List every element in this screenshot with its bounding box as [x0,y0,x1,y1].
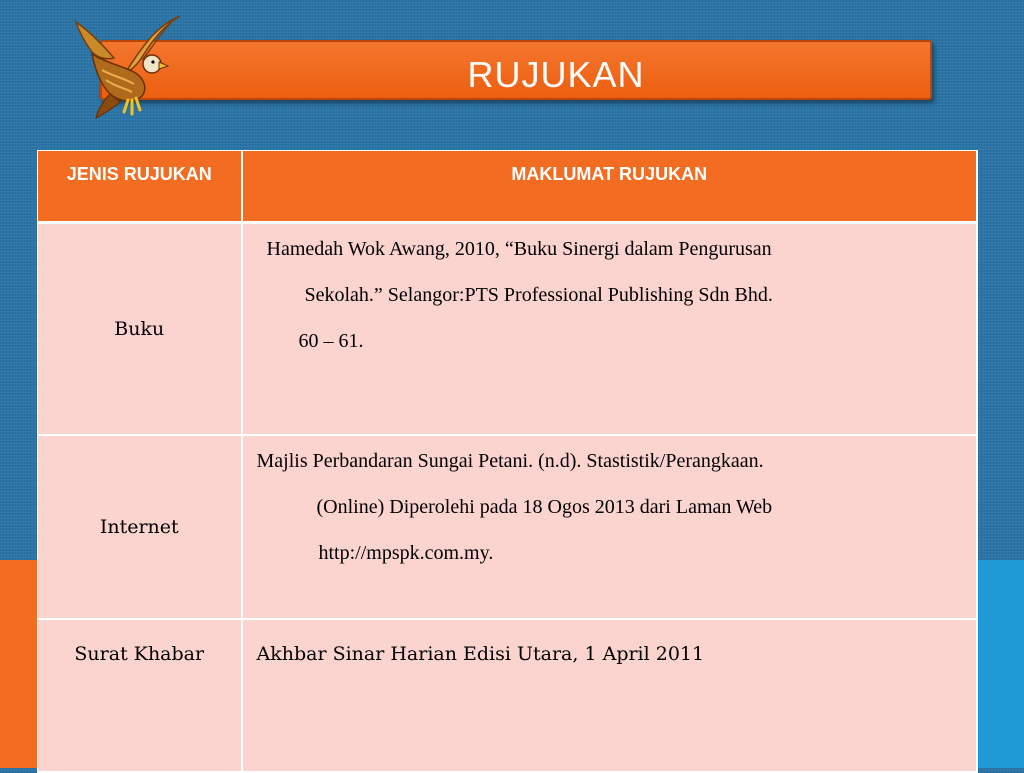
header-jenis-rujukan: JENIS RUJUKAN [38,151,242,223]
row-reference-internet [242,435,978,619]
table-row [38,223,978,436]
reference-link[interactable]: http://mpspk.com.my. [318,542,494,564]
reference-table [37,150,978,773]
row-type-internet: Internet [38,435,242,619]
row-type-buku: Buku [38,223,242,436]
corner-accent-orange [0,560,40,768]
reference-line: 60 – 61. [298,330,364,352]
reference-line: Akhbar Sinar Harian Edisi Utara, 1 April 2011 [256,643,705,665]
reference-line: Hamedah Wok Awang, 2010, “Buku Sinergi dalam Pengurusan [266,238,772,260]
row-reference-surat-khabar [242,619,978,772]
table-row [38,435,978,619]
eagle-icon [62,14,182,120]
row-reference-buku [242,223,978,436]
header-maklumat-rujukan: MAKLUMAT RUJUKAN [242,151,978,223]
reference-line: Sekolah.” Selangor:PTS Professional Publishing Sdn Bhd. [304,284,773,306]
title-bar [100,40,932,100]
table-header-row [38,151,978,223]
table-row [38,619,978,772]
slide-title: RUJUKAN [467,54,645,95]
corner-accent-blue [978,560,1024,768]
reference-line: Majlis Perbandaran Sungai Petani. (n.d). Stastistik/Perangkaan. [256,450,764,472]
reference-line: (Online) Diperolehi pada 18 Ogos 2013 dari Laman Web [316,496,773,518]
row-type-surat-khabar: Surat Khabar [38,619,242,772]
